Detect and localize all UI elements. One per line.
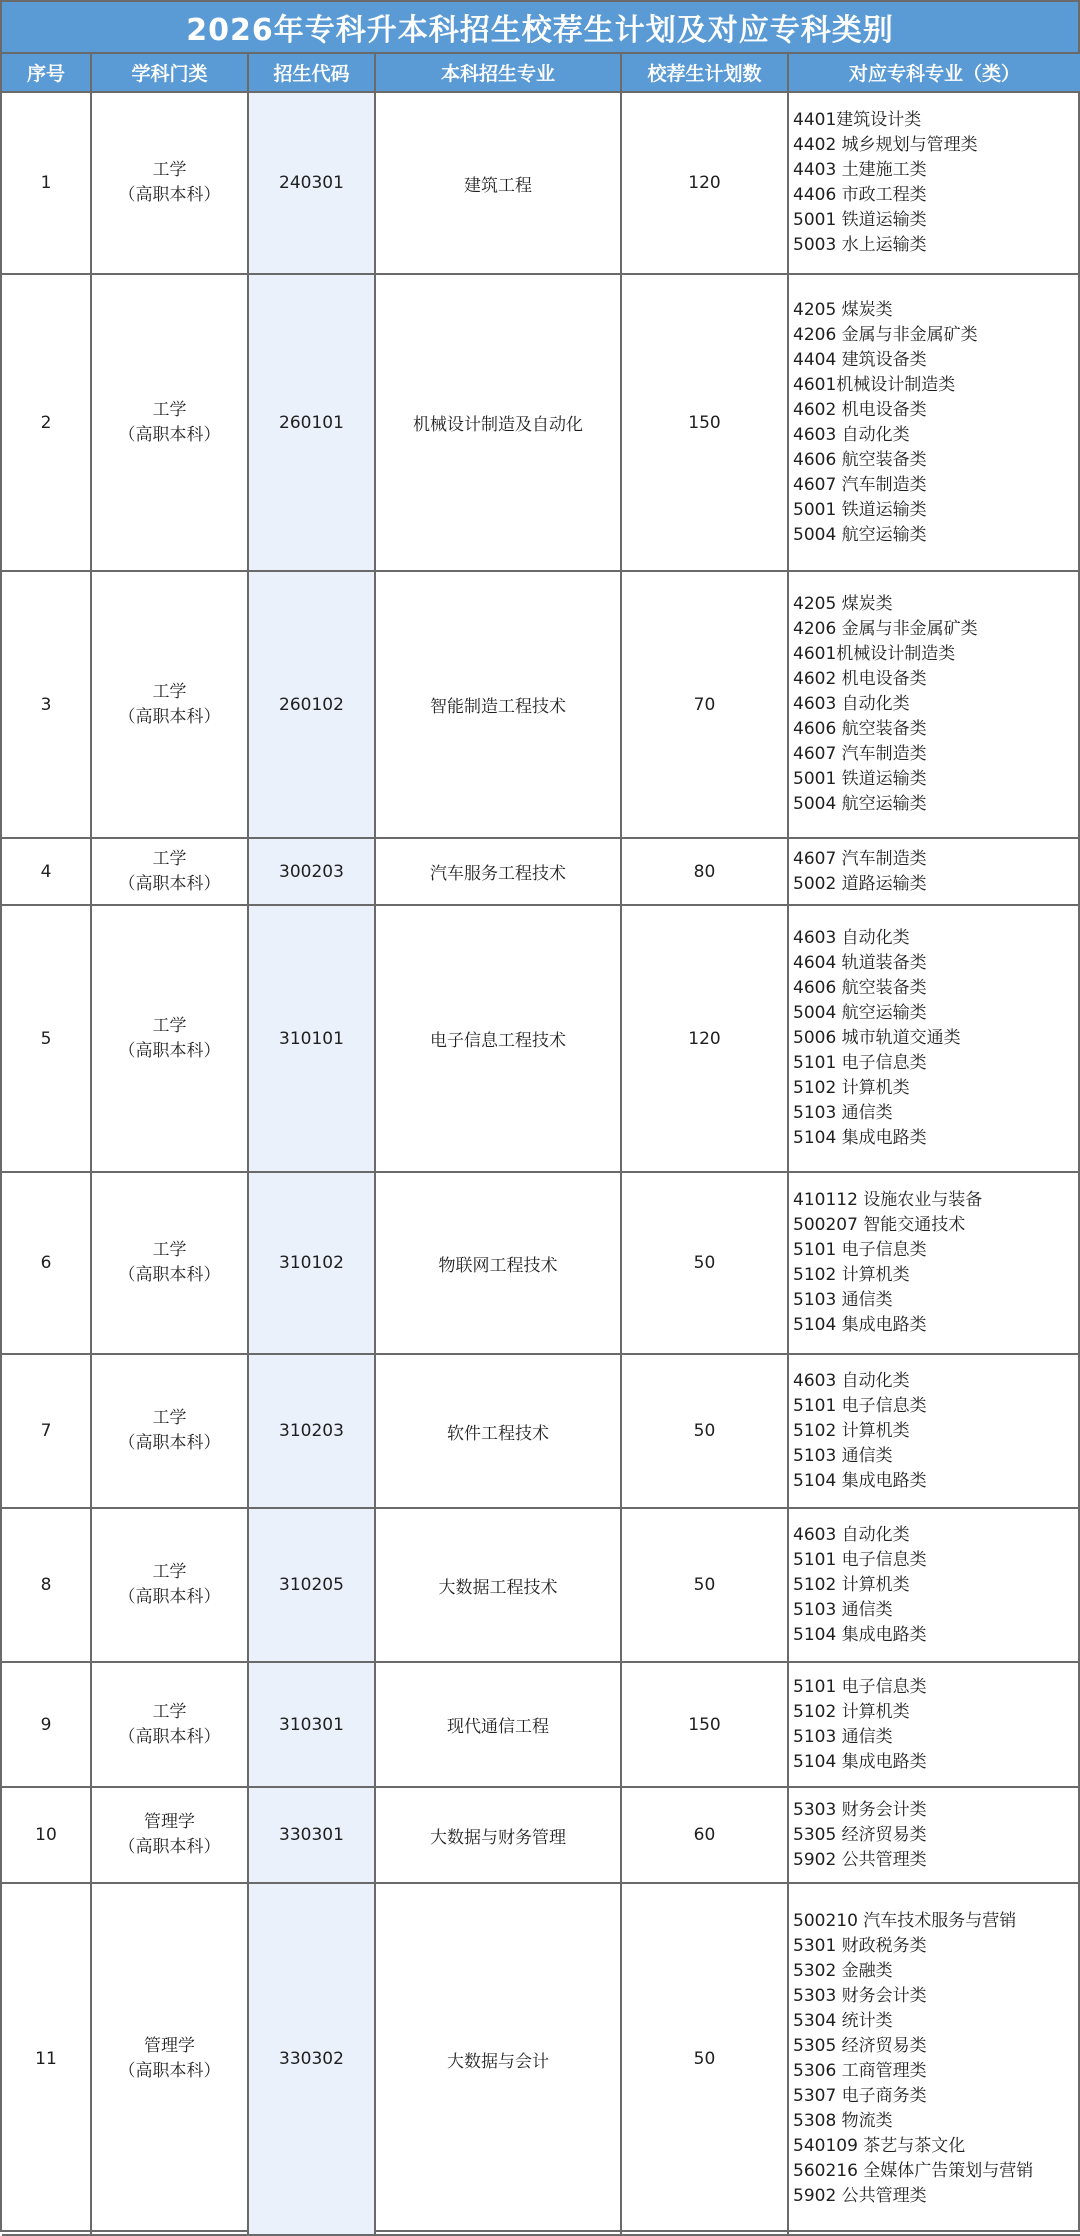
related-major-item: 4603 自动化类 — [793, 694, 910, 714]
related-major-item: 4607 汽车制造类 — [793, 848, 927, 869]
cell-no: 3 — [2, 571, 91, 838]
related-major-item: 5303 财务会计类 — [793, 1799, 927, 1820]
cell-category — [91, 571, 248, 838]
cell-no: 4 — [2, 838, 91, 905]
related-major-item: 4206 金属与非金属矿类 — [793, 324, 978, 345]
cell-major: 大数据工程技术 — [375, 1508, 621, 1662]
related-major-item: 4401建筑设计类 — [793, 110, 922, 130]
category-name: 工学 — [152, 681, 187, 702]
related-major-item: 4603 自动化类 — [793, 928, 910, 948]
cell-no: 2 — [2, 274, 91, 571]
related-major-item: 5304 统计类 — [793, 2011, 893, 2031]
related-major-item: 5102 计算机类 — [793, 1078, 910, 1098]
related-major-item: 5102 计算机类 — [793, 1420, 910, 1441]
category-name: 管理学 — [144, 1812, 195, 1832]
cell-category — [91, 274, 248, 571]
related-major-item: 4604 轨道装备类 — [793, 953, 927, 973]
cell-category — [91, 1662, 248, 1787]
cell-plan: 60 — [621, 1787, 788, 1883]
cell-related-majors — [788, 92, 1080, 274]
cell-plan: 50 — [621, 1883, 788, 2235]
cell-no: 5 — [2, 905, 91, 1172]
related-major-item: 5101 电子信息类 — [793, 1549, 927, 1570]
cell-major: 电子信息工程技术 — [375, 905, 621, 1172]
category-level: （高职本科） — [118, 2061, 221, 2081]
cell-major: 机械设计制造及自动化 — [375, 274, 621, 571]
table-row — [2, 1787, 1080, 1883]
category-name: 工学 — [152, 848, 187, 869]
category-level: （高职本科） — [118, 1265, 221, 1285]
related-major-item: 5103 通信类 — [793, 1103, 893, 1123]
cell-no: 11 — [2, 1883, 91, 2235]
header-code: 招生代码 — [248, 54, 375, 92]
header-plan: 校荐生计划数 — [621, 54, 788, 92]
cell-category — [91, 1787, 248, 1883]
cell-related-majors — [788, 1354, 1080, 1508]
cell-plan: 50 — [621, 1354, 788, 1508]
table-row — [2, 905, 1080, 1172]
cell-no: 9 — [2, 1662, 91, 1787]
cell-code: 310203 — [248, 1354, 375, 1508]
cell-related-majors — [788, 571, 1080, 838]
table-row — [2, 838, 1080, 905]
category-level: （高职本科） — [118, 1726, 221, 1747]
related-major-item: 540109 茶艺与茶文化 — [793, 2136, 966, 2156]
related-major-item: 4606 航空装备类 — [793, 978, 927, 998]
related-major-item: 4406 市政工程类 — [793, 185, 927, 205]
cell-related-majors — [788, 838, 1080, 905]
table-row — [2, 571, 1080, 838]
cell-no: 6 — [2, 1172, 91, 1354]
related-major-item: 4402 城乡规划与管理类 — [793, 135, 978, 155]
category-level: （高职本科） — [118, 1433, 221, 1453]
related-major-item: 5301 财政税务类 — [793, 1936, 927, 1956]
related-major-item: 5004 航空运输类 — [793, 524, 927, 545]
related-major-item: 560216 全媒体广告策划与营销 — [793, 2161, 1034, 2181]
category-level: （高职本科） — [118, 1040, 221, 1061]
cell-category — [91, 905, 248, 1172]
cell-plan: 120 — [621, 905, 788, 1172]
cell-code: 260102 — [248, 571, 375, 838]
related-major-item: 4205 煤炭类 — [793, 594, 893, 614]
cell-category — [91, 92, 248, 274]
cell-major: 现代通信工程 — [375, 1662, 621, 1787]
related-major-item: 5004 航空运输类 — [793, 794, 927, 814]
cell-plan: 70 — [621, 571, 788, 838]
cell-code: 310101 — [248, 905, 375, 1172]
cell-no: 8 — [2, 1508, 91, 1662]
related-major-item: 4607 汽车制造类 — [793, 474, 927, 495]
related-major-item: 5902 公共管理类 — [793, 1849, 927, 1870]
related-major-item: 4205 煤炭类 — [793, 299, 893, 320]
category-level: （高职本科） — [118, 706, 221, 727]
related-major-item: 4606 航空装备类 — [793, 719, 927, 739]
category-name: 工学 — [152, 160, 187, 180]
related-major-item: 5303 财务会计类 — [793, 1986, 927, 2006]
category-name: 工学 — [152, 1562, 187, 1582]
related-major-item: 500210 汽车技术服务与营销 — [793, 1911, 1017, 1931]
cell-code: 310205 — [248, 1508, 375, 1662]
cell-related-majors — [788, 1508, 1080, 1662]
category-name: 工学 — [152, 1240, 187, 1260]
cell-plan: 120 — [621, 92, 788, 274]
related-major-item: 5104 集成电路类 — [793, 1470, 927, 1491]
related-major-item: 5103 通信类 — [793, 1599, 893, 1620]
related-major-item: 4602 机电设备类 — [793, 669, 927, 689]
related-major-item: 5101 电子信息类 — [793, 1240, 927, 1260]
related-major-item: 5305 经济贸易类 — [793, 1824, 927, 1845]
cell-major: 汽车服务工程技术 — [375, 838, 621, 905]
related-major-item: 5002 道路运输类 — [793, 873, 927, 894]
category-name: 工学 — [152, 1701, 187, 1722]
header-no: 序号 — [2, 54, 91, 92]
page-title: 2026年专科升本科招生校荐生计划及对应专科类别 — [2, 2, 1078, 54]
cell-related-majors — [788, 1787, 1080, 1883]
cell-major: 大数据与财务管理 — [375, 1787, 621, 1883]
related-major-item: 5104 集成电路类 — [793, 1751, 927, 1772]
cell-major: 建筑工程 — [375, 92, 621, 274]
cell-related-majors — [788, 1662, 1080, 1787]
related-major-item: 5103 通信类 — [793, 1290, 893, 1310]
cell-code: 240301 — [248, 92, 375, 274]
related-major-item: 4206 金属与非金属矿类 — [793, 619, 978, 639]
table-row — [2, 1354, 1080, 1508]
category-level: （高职本科） — [118, 185, 221, 205]
cell-major: 大数据与会计 — [375, 1883, 621, 2235]
cell-major: 软件工程技术 — [375, 1354, 621, 1508]
related-major-item: 4602 机电设备类 — [793, 399, 927, 420]
category-name: 管理学 — [144, 2036, 195, 2056]
header-row — [2, 54, 1080, 92]
related-major-item: 4603 自动化类 — [793, 1524, 910, 1545]
related-major-item: 500207 智能交通技术 — [793, 1215, 966, 1235]
cell-category — [91, 1354, 248, 1508]
related-major-item: 5308 物流类 — [793, 2111, 893, 2131]
related-major-item: 5104 集成电路类 — [793, 1128, 927, 1148]
category-level: （高职本科） — [118, 873, 221, 894]
related-major-item: 4606 航空装备类 — [793, 449, 927, 470]
related-major-item: 5001 铁道运输类 — [793, 499, 927, 520]
related-major-item: 5003 水上运输类 — [793, 235, 927, 255]
table-row — [2, 1883, 1080, 2235]
related-major-item: 4601机械设计制造类 — [793, 644, 956, 664]
related-major-item: 5102 计算机类 — [793, 1265, 910, 1285]
related-major-item: 4601机械设计制造类 — [793, 374, 956, 395]
cell-related-majors — [788, 274, 1080, 571]
cell-code: 330302 — [248, 1883, 375, 2235]
table-row — [2, 274, 1080, 571]
cell-code: 260101 — [248, 274, 375, 571]
cell-category — [91, 838, 248, 905]
cell-plan: 150 — [621, 274, 788, 571]
cell-plan: 150 — [621, 1662, 788, 1787]
cell-category — [91, 1883, 248, 2235]
related-major-item: 5104 集成电路类 — [793, 1624, 927, 1645]
related-major-item: 5101 电子信息类 — [793, 1676, 927, 1697]
header-category: 学科门类 — [91, 54, 248, 92]
cell-no: 7 — [2, 1354, 91, 1508]
cell-related-majors — [788, 1883, 1080, 2235]
category-level: （高职本科） — [118, 1837, 221, 1857]
related-major-item: 4603 自动化类 — [793, 424, 910, 445]
cell-code: 330301 — [248, 1787, 375, 1883]
cell-major: 物联网工程技术 — [375, 1172, 621, 1354]
header-major: 本科招生专业 — [375, 54, 621, 92]
header-related-majors: 对应专科专业（类） — [788, 54, 1080, 92]
cell-code: 310301 — [248, 1662, 375, 1787]
related-major-item: 5305 经济贸易类 — [793, 2036, 927, 2056]
cell-related-majors — [788, 905, 1080, 1172]
related-major-item: 5001 铁道运输类 — [793, 769, 927, 789]
related-major-item: 4404 建筑设备类 — [793, 349, 927, 370]
category-name: 工学 — [152, 1015, 187, 1036]
category-level: （高职本科） — [118, 424, 221, 445]
cell-plan: 80 — [621, 838, 788, 905]
table-row — [2, 1508, 1080, 1662]
related-major-item: 5004 航空运输类 — [793, 1003, 927, 1023]
category-name: 工学 — [152, 1408, 187, 1428]
related-major-item: 5006 城市轨道交通类 — [793, 1028, 961, 1048]
cell-code: 300203 — [248, 838, 375, 905]
related-major-item: 5001 铁道运输类 — [793, 210, 927, 230]
related-major-item: 4607 汽车制造类 — [793, 744, 927, 764]
category-name: 工学 — [152, 399, 187, 420]
related-major-item: 5103 通信类 — [793, 1445, 893, 1466]
cell-major: 智能制造工程技术 — [375, 571, 621, 838]
table-row — [2, 92, 1080, 274]
category-level: （高职本科） — [118, 1587, 221, 1607]
table-row — [2, 1662, 1080, 1787]
related-major-item: 5103 通信类 — [793, 1726, 893, 1747]
related-major-item: 5102 计算机类 — [793, 1574, 910, 1595]
plan-table — [2, 54, 1080, 2236]
cell-related-majors — [788, 1172, 1080, 1354]
cell-plan: 50 — [621, 1508, 788, 1662]
related-major-item: 4403 土建施工类 — [793, 160, 927, 180]
cell-no: 10 — [2, 1787, 91, 1883]
related-major-item: 4603 自动化类 — [793, 1370, 910, 1391]
table-row — [2, 1172, 1080, 1354]
related-major-item: 5101 电子信息类 — [793, 1395, 927, 1416]
cell-category — [91, 1508, 248, 1662]
related-major-item: 410112 设施农业与装备 — [793, 1190, 983, 1210]
related-major-item: 5902 公共管理类 — [793, 2186, 927, 2206]
cell-plan: 50 — [621, 1172, 788, 1354]
cell-no: 1 — [2, 92, 91, 274]
related-major-item: 5104 集成电路类 — [793, 1315, 927, 1335]
related-major-item: 5306 工商管理类 — [793, 2061, 927, 2081]
related-major-item: 5101 电子信息类 — [793, 1053, 927, 1073]
cell-category — [91, 1172, 248, 1354]
cell-code: 310102 — [248, 1172, 375, 1354]
related-major-item: 5307 电子商务类 — [793, 2086, 927, 2106]
related-major-item: 5102 计算机类 — [793, 1701, 910, 1722]
related-major-item: 5302 金融类 — [793, 1961, 893, 1981]
